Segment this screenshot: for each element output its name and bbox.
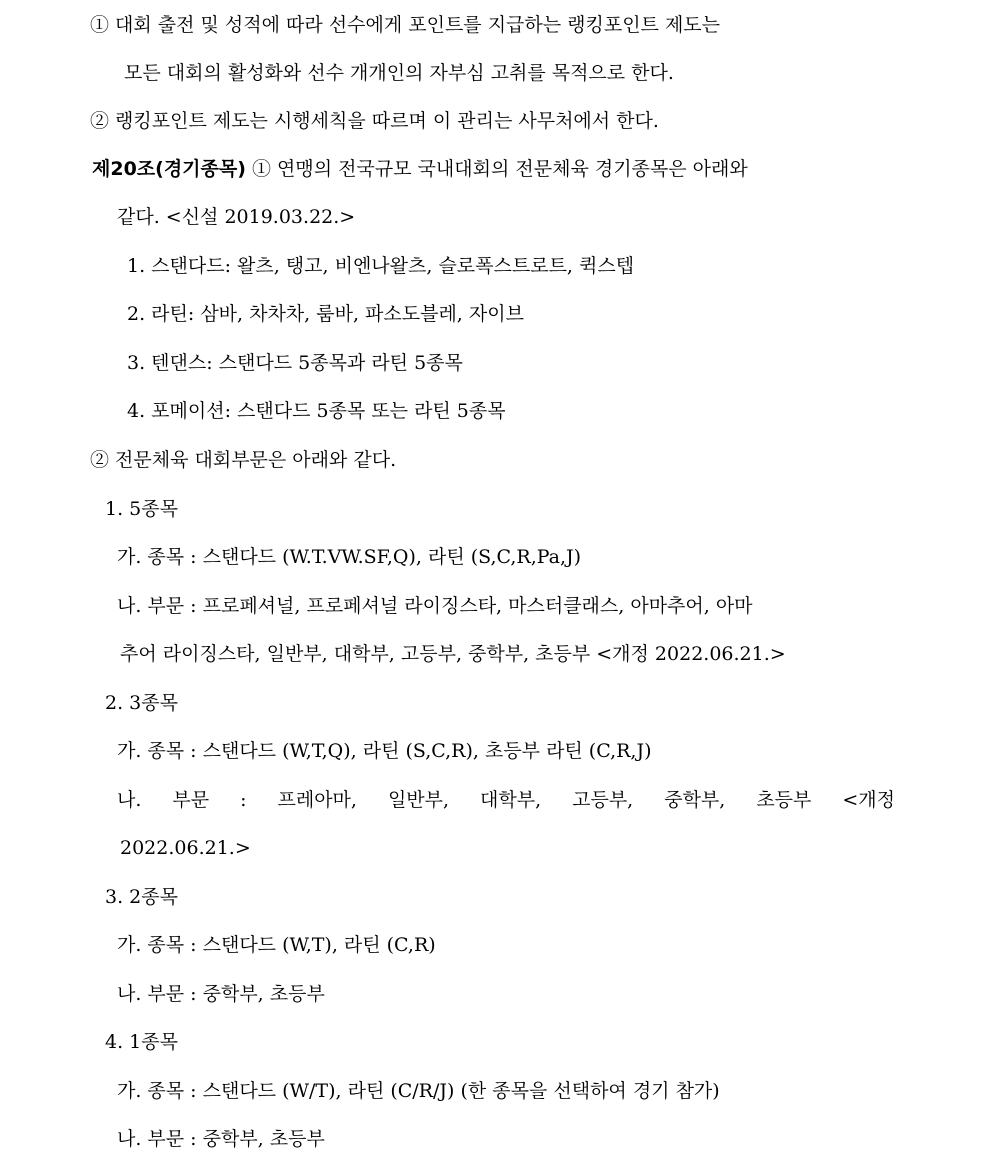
- one-divisions: 나. 부문 : 중학부, 초등부: [117, 1128, 325, 1150]
- paragraph-2: ② 랭킹포인트 제도는 시행세칙을 따르며 이 관리는 사무처에서 한다.: [90, 110, 659, 132]
- word: 고등부,: [572, 789, 634, 811]
- event-item-1: 1. 스탠다드: 왈츠, 탱고, 비엔나왈츠, 슬로폭스트로트, 퀵스텝: [127, 255, 635, 277]
- five-events-list: 가. 종목 : 스탠다드 (W.T.VW.SF,Q), 라틴 (S,C,R,Pa,J): [117, 546, 582, 568]
- section-2-heading: ② 전문체육 대회부문은 아래와 같다.: [90, 449, 397, 471]
- event-item-4: 4. 포메이션: 스탠다드 5종목 또는 라틴 5종목: [127, 400, 506, 422]
- two-divisions: 나. 부문 : 중학부, 초등부: [117, 983, 325, 1005]
- event-item-3: 3. 텐댄스: 스탠다드 5종목과 라틴 5종목: [127, 352, 463, 374]
- paragraph-1-line-2: 모든 대회의 활성화와 선수 개개인의 자부심 고취를 목적으로 한다.: [124, 62, 674, 84]
- article-intro: ① 연맹의 전국규모 국내대회의 전문체육 경기종목은 아래와: [251, 158, 748, 180]
- three-events-heading: 2. 3종목: [105, 692, 178, 714]
- word: 대학부,: [480, 789, 542, 811]
- article-title: 제20조(경기종목): [92, 158, 246, 180]
- word: 나.: [117, 789, 142, 811]
- paragraph-1-line-1: ① 대회 출전 및 성적에 따라 선수에게 포인트를 지급하는 랭킹포인트 제도는: [90, 14, 721, 36]
- five-divisions-line-2: 추어 라이징스타, 일반부, 대학부, 고등부, 중학부, 초등부 <개정 2022.06.21.>: [120, 643, 786, 665]
- event-item-2: 2. 라틴: 삼바, 차차차, 룸바, 파소도블레, 자이브: [127, 303, 524, 325]
- one-event-heading: 4. 1종목: [105, 1031, 178, 1053]
- article-20-line-2: 같다. <신설 2019.03.22.>: [117, 206, 356, 228]
- word: 부문: [172, 789, 210, 811]
- word: 중학부,: [664, 789, 726, 811]
- word: :: [240, 789, 247, 811]
- three-divisions-line-2: 2022.06.21.>: [120, 837, 251, 859]
- three-divisions-line-1: [117, 787, 895, 813]
- article-20-line-1: [92, 156, 748, 182]
- word: <개정: [842, 789, 895, 811]
- five-events-heading: 1. 5종목: [105, 498, 178, 520]
- word: 프레아마,: [277, 789, 357, 811]
- one-event-list: 가. 종목 : 스탠다드 (W/T), 라틴 (C/R/J) (한 종목을 선택하여 경기 참가): [117, 1080, 720, 1102]
- five-divisions-line-1: 나. 부문 : 프로페셔널, 프로페셔널 라이징스타, 마스터클래스, 아마추어, 아마: [117, 595, 753, 617]
- three-events-list: 가. 종목 : 스탠다드 (W,T,Q), 라틴 (S,C,R), 초등부 라틴 (C,R,J): [117, 740, 652, 762]
- two-events-heading: 3. 2종목: [105, 886, 178, 908]
- two-events-list: 가. 종목 : 스탠다드 (W,T), 라틴 (C,R): [117, 934, 436, 956]
- word: 일반부,: [387, 789, 450, 811]
- word: 초등부: [756, 789, 812, 811]
